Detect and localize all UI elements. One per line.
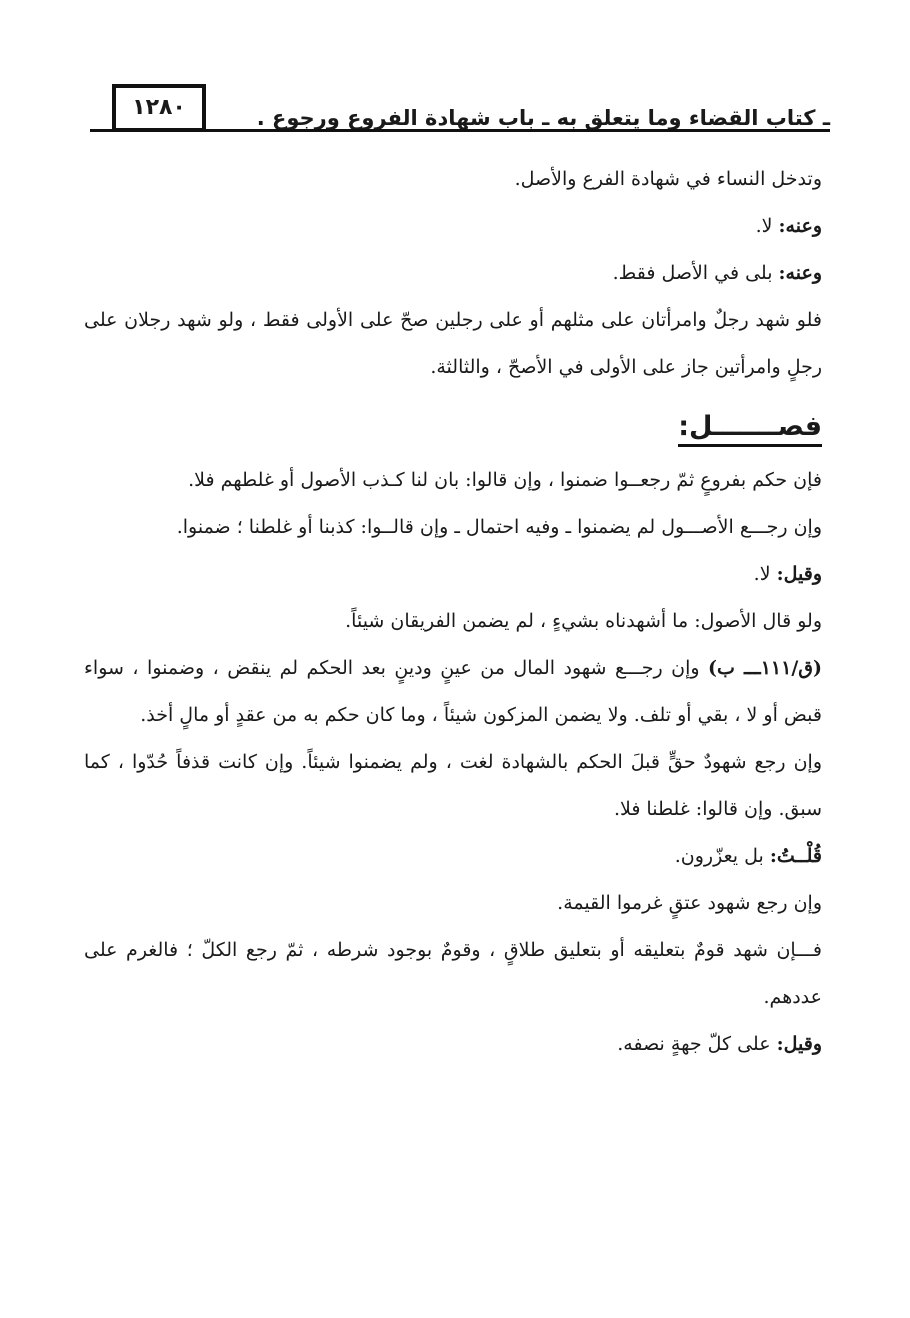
paragraph: فـــإن شهد قومٌ بتعليقه أو بتعليق طلاقٍ ، وقومٌ بوجود شرطه ، ثمّ رجع الكلّ ؛ فالغرم على عددهم. (84, 939, 822, 1008)
paragraph-text: لا. (755, 215, 779, 237)
paragraph-text: بلى في الأصل فقط. (612, 262, 779, 284)
paragraph (84, 203, 822, 250)
main-text (84, 156, 822, 1068)
section-heading-text: فصـــــــل: (678, 411, 822, 447)
paragraph: وإن رجـــع الأصـــول لم يضمنوا ـ وفيه احتمال ـ وإن قالــوا: كذبنا أو غلطنا ؛ ضمنوا. (176, 516, 822, 538)
paragraph (84, 250, 822, 297)
paragraph: ولو قال الأصول: ما أشهدناه بشيءٍ ، لم يضمن الفريقان شيئاً. (345, 610, 822, 632)
paragraph-text: لا. (753, 563, 777, 585)
paragraph-text: على كلّ جهةٍ نصفه. (617, 1033, 777, 1055)
paragraph (84, 833, 822, 880)
paragraph (84, 1021, 822, 1068)
paragraph: فإن حكم بفروعٍ ثمّ رجعــوا ضمنوا ، وإن قالوا: بان لنا كـذب الأصول أو غلطهم فلا. (188, 469, 822, 491)
paragraph (84, 645, 822, 739)
running-title: ـ كتاب القضاء وما يتعلق به ـ باب شهادة الفروع ورجوع . (256, 106, 830, 130)
paragraph (84, 551, 822, 598)
paragraph-label: وعنه: (778, 262, 822, 284)
paragraph: وتدخل النساء في شهادة الفرع والأصل. (514, 168, 822, 190)
paragraph-text: وإن رجـــع شهود المال من عينٍ ودينٍ بعد الحكم لم ينقض ، وضمنوا ، سواء قبض أو لا ، بقي أو تلف. ولا يضمن المزكون شيئاً ، وما كان حكم به من عقدٍ أو مالٍ أخذ. (84, 657, 822, 726)
manuscript-reference: (ق/١١١ـــ ب) (708, 657, 822, 679)
paragraph-label: قُلْــتُ: (769, 845, 822, 867)
paragraph: وإن رجع شهودٌ حقٍّ قبلَ الحكم بالشهادة لغت ، ولم يضمنوا شيئاً. وإن كانت قذفاً حُدّوا ، كما سبق. وإن قالوا: غلطنا فلا. (84, 751, 822, 820)
section-heading (84, 397, 822, 457)
paragraph: فلو شهد رجلٌ وامرأتان على مثلهم أو على رجلين صحّ على الأولى فقط ، ولو شهد رجلان على رجلٍ وامرأتين جاز على الأولى في الأصحّ ، والثالثة. (84, 309, 822, 378)
paragraph-label: وعنه: (778, 215, 822, 237)
paragraph-label: وقيل: (776, 1033, 822, 1055)
page-header (90, 84, 830, 140)
paragraph-label: وقيل: (776, 563, 822, 585)
paragraph: وإن رجع شهود عتقٍ غرموا القيمة. (557, 892, 822, 914)
paragraph-text: بل يعزّرون. (674, 845, 770, 867)
page-number: ١٢٨٠ (112, 84, 206, 132)
